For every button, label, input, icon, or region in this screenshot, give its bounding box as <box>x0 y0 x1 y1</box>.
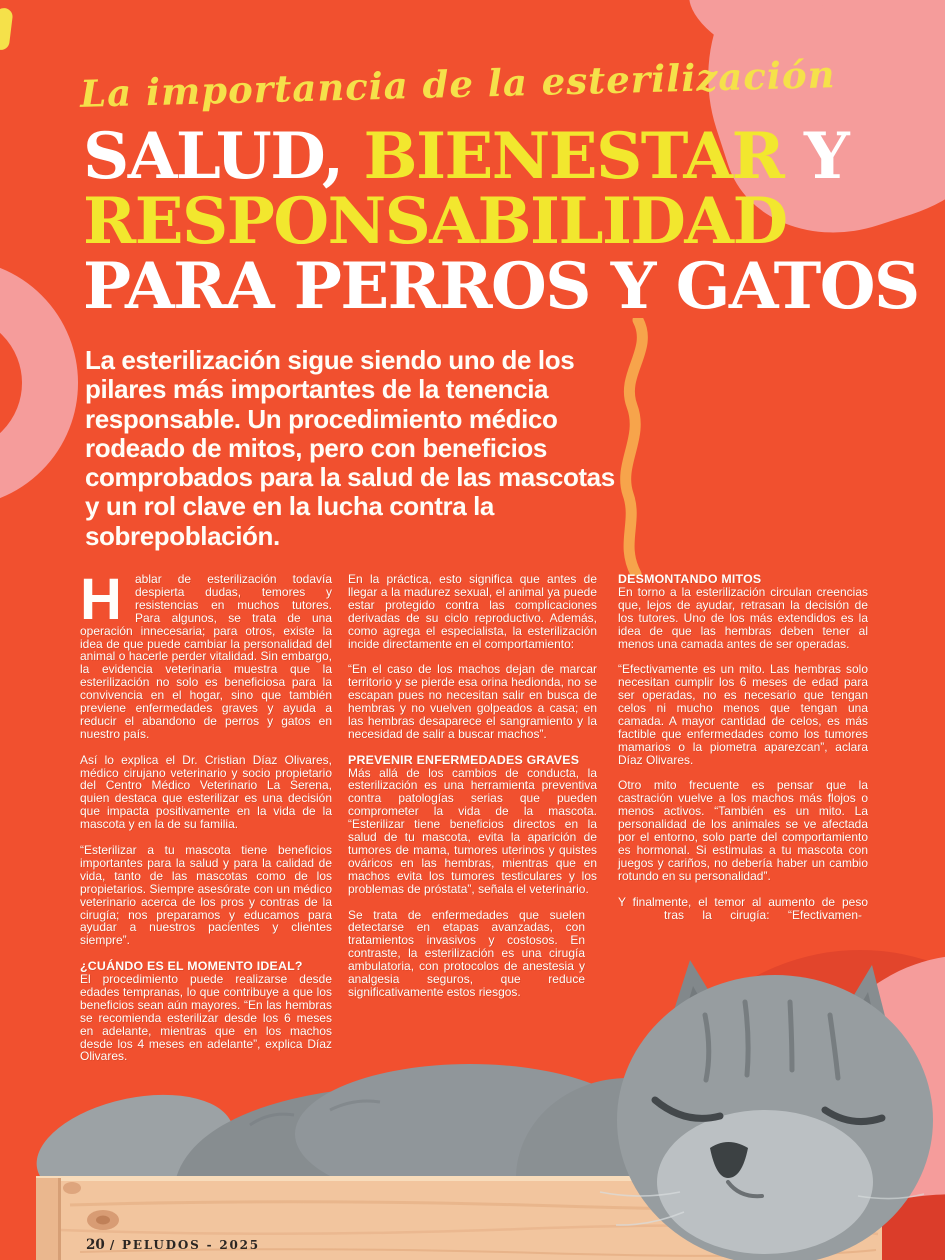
title-segment: Y <box>783 119 849 194</box>
body-column-3 <box>618 573 868 934</box>
intro-line: y un rol clave en la lucha contra la <box>85 491 494 522</box>
section-heading: DESMONTANDO MITOS <box>618 572 762 586</box>
title-line-3: PARA PERROS Y GATOS <box>83 249 919 324</box>
yellow-dash-top-left <box>0 7 13 51</box>
cat-photo <box>0 920 945 1260</box>
title-line-2: RESPONSABILIDAD <box>83 184 787 259</box>
paragraph: Se trata de enfermedades que suelen detectarse en etapas avanzadas, con tratamientos invasivos y costosos. En contraste, la esterilización es una cirugía ambulatoria, con protocolos de anestesia y analgesia seguros, que reduce significativamente estos riesgos. <box>348 907 585 999</box>
intro-line: rodeado de mitos, pero con beneficios <box>85 432 547 463</box>
paragraph: En la práctica, esto significa que antes de llegar a la madurez sexual, el animal ya puede estar protegido contra las complicaciones derivadas de su ciclo reproductivo. Además, como agrega el especialista, la esterilización incide directamente en el comportamiento: <box>348 572 597 651</box>
title-segment: SALUD, <box>83 119 364 194</box>
intro-line: sobrepoblación. <box>85 520 280 551</box>
page-title <box>83 119 919 324</box>
paragraph: Así lo explica el Dr. Cristian Díaz Olivares, médico cirujano veterinario y socio propietario del Centro Médico Veterinario La Serena, quien destaca que esterilizar es una decisión que impacta positivamente en la vida de la mascota y en la de su familia. <box>80 752 332 832</box>
footer-magazine-name: / PELUDOS - 2025 <box>109 1238 260 1252</box>
intro-summary <box>85 346 685 551</box>
kicker: La importancia de la esterilización <box>79 52 836 116</box>
paragraph: “Esterilizar a tu mascota tiene beneficios importantes para la salud y para la calidad de vida, tanto de las mascotas como de los propietarios. Siempre asesórate con un médico veterinario acerca de los pros y contras de la cirugía; nos preparamos y educamos para ayudar a nuestros pacientes y clientes siempre”. <box>80 843 332 948</box>
paragraph: “Efectivamente es un mito. Las hembras solo necesitan cumplir los 6 meses de edad para ser operadas, no es necesario que tengan celos ni mucho menos que tengan una camada. A mayor cantidad de celos, es más factible que enfermedades como los tumores mamarios o la piometra aparezcan”, aclara Díaz Olivares. <box>618 662 868 767</box>
paragraph-line: Y finalmente, el temor al aumento de peso <box>618 894 868 909</box>
paragraph <box>618 896 868 922</box>
intro-line: La esterilización sigue siendo uno de los <box>85 345 575 375</box>
drop-cap: H <box>80 567 122 632</box>
section-heading: ¿CUÁNDO ES EL MOMENTO IDEAL? <box>80 959 303 974</box>
pink-ring-left <box>0 259 78 507</box>
footer-page-number: 20 <box>86 1237 105 1253</box>
paragraph <box>80 567 332 741</box>
page-footer <box>86 1234 260 1253</box>
intro-line: pilares más importantes de la tenencia <box>85 374 549 405</box>
intro-line: responsable. Un procedimiento médico <box>85 403 558 434</box>
section-heading: PREVENIR ENFERMEDADES GRAVES <box>348 752 580 767</box>
paragraph-line: tras la cirugía: “Efectivamen- <box>664 907 862 922</box>
paragraph-text: ablar de esterilización todavía despierta dudas, temores y resistencias en muchos tutores. Para algunos, se trata de una operación innecesaria; para otros, existe la idea de que puede cambiar la personalidad del animal o hacerle perder vitalidad. Sin embargo, la evidencia veterinaria muestra que la esterilización no solo es beneficiosa para la convivencia en el hogar, sino que también previene enfermedades graves y ayuda a reducir el abandono de perros y gatos en nuestro país. <box>80 572 332 741</box>
title-segment: BIENESTAR <box>363 119 784 194</box>
paragraph: “En el caso de los machos dejan de marcar territorio y se pierde esa orina hedionda, no se escapan pues no necesitan salir en busca de hembras y no vuelven golpeados a casa; en las hembras desaparece el sangramiento y la necesidad de salir a buscar machos”. <box>348 662 597 741</box>
intro-line: comprobados para la salud de las mascotas <box>85 462 615 493</box>
paragraph: El procedimiento puede realizarse desde edades tempranas, lo que contribuye a que los beneficios sean aún mayores. “En las hembras se recomienda esterilizar desde los 6 meses en adelante, mientras que en los machos desde los 4 meses en adelante”, explica Díaz Olivares. <box>80 972 332 1064</box>
title-line-1 <box>83 119 919 194</box>
paragraph: Otro mito frecuente es pensar que la castración vuelve a los machos más flojos o menos activos. “También es un mito. La personalidad de los animales se ve afectada por el entorno, solo parte del comportamiento es hormonal. Si estimulas a tu mascota con juegos y cariños, no debería haber un cambio rotundo en su personalidad”. <box>618 778 868 883</box>
paragraph: Más allá de los cambios de conducta, la esterilización es una herramienta preventiva contra patologías serias que pueden comprometer la vida de la mascota. “Esterilizar tiene beneficios directos en la salud de tu mascota, evita la aparición de tumores de mama, tumores uterinos y quistes ováricos en las hembras, mientras que en machos evita los tumores testiculares y los problemas de próstata”, señala el veterinario. <box>348 765 597 896</box>
paragraph: En torno a la esterilización circulan creencias que, lejos de ayudar, retrasan la decisión de los tutores. Uno de los más extendidos es la idea de que las hembras deben tener al menos una camada antes de ser operadas. <box>618 584 868 651</box>
